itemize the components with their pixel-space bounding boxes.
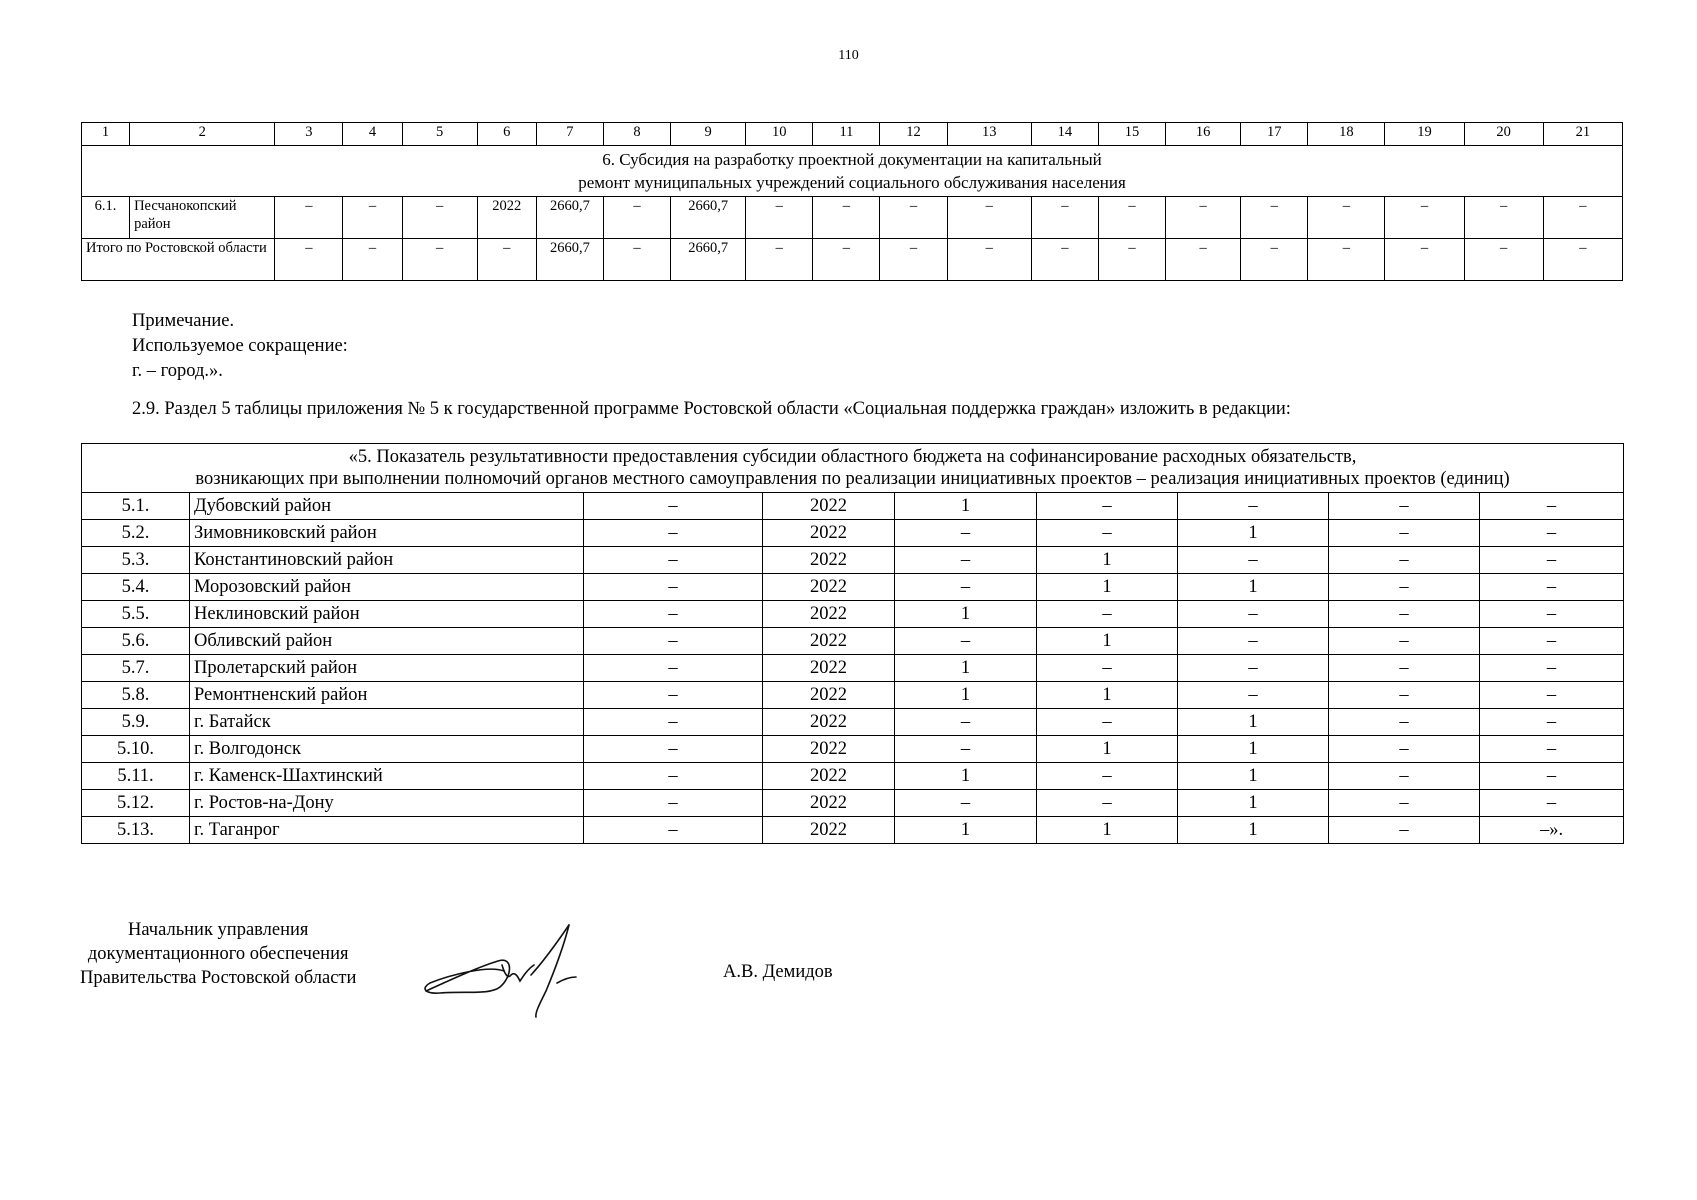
- table-section-row: [82, 444, 1624, 493]
- cell: 1: [895, 493, 1037, 520]
- position-line: Правительства Ростовской области: [80, 968, 357, 988]
- cell: –: [343, 197, 402, 239]
- cell: –: [1329, 493, 1480, 520]
- row-number: 6.1.: [82, 197, 130, 239]
- cell: 1: [1178, 709, 1329, 736]
- column-number: 14: [1031, 123, 1098, 146]
- row-number: 5.4.: [82, 574, 190, 601]
- cell: –: [1480, 790, 1624, 817]
- table-row: [82, 547, 1624, 574]
- cell: –: [1098, 197, 1165, 239]
- cell: –: [1178, 601, 1329, 628]
- cell: 1: [895, 601, 1037, 628]
- cell: –: [1178, 493, 1329, 520]
- cell: –: [1543, 197, 1622, 239]
- cell: 1: [1037, 817, 1178, 844]
- total-row: [82, 239, 1623, 281]
- column-number: 19: [1385, 123, 1464, 146]
- cell: –: [1329, 628, 1480, 655]
- table-row: [82, 790, 1624, 817]
- column-number: 1: [82, 123, 130, 146]
- section-title-line: возникающих при выполнении полномочий органов местного самоуправления по реализации инициативных проектов – реализация инициативных проектов (единиц): [195, 469, 1510, 489]
- cell: –: [1241, 197, 1308, 239]
- cell: –: [402, 197, 477, 239]
- signatory-position: [80, 918, 356, 990]
- instruction-paragraph: 2.9. Раздел 5 таблицы приложения № 5 к государственной программе Ростовской области «Социальная поддержка граждан» изложить в редакции:: [132, 399, 1291, 419]
- indicator-table: [81, 443, 1624, 844]
- cell: –: [584, 790, 763, 817]
- cell: –: [1178, 547, 1329, 574]
- table-row: [82, 682, 1624, 709]
- cell: –: [1037, 601, 1178, 628]
- table-row: [82, 763, 1624, 790]
- note-title: Примечание.: [132, 311, 235, 331]
- cell: –: [746, 197, 813, 239]
- column-number: 9: [671, 123, 746, 146]
- cell: –: [1480, 655, 1624, 682]
- cell: –: [584, 709, 763, 736]
- cell: –: [1385, 239, 1464, 281]
- cell: 2022: [763, 682, 895, 709]
- cell: –: [584, 574, 763, 601]
- cell: –: [1329, 547, 1480, 574]
- column-number: 17: [1241, 123, 1308, 146]
- page-number: 110: [838, 48, 859, 63]
- cell: 1: [1178, 736, 1329, 763]
- cell: –: [1480, 574, 1624, 601]
- cell: –: [1166, 239, 1241, 281]
- cell: –: [880, 197, 947, 239]
- table-row: [82, 736, 1624, 763]
- cell: –: [584, 628, 763, 655]
- cell: 1: [1037, 547, 1178, 574]
- cell: –: [584, 817, 763, 844]
- cell: 1: [1178, 520, 1329, 547]
- cell: –: [1178, 655, 1329, 682]
- section-title: [82, 444, 1624, 493]
- row-number: 5.7.: [82, 655, 190, 682]
- cell: –: [1464, 197, 1543, 239]
- municipality-name: г. Каменск-Шахтинский: [190, 763, 584, 790]
- cell: –: [477, 239, 536, 281]
- column-number: 15: [1098, 123, 1165, 146]
- column-number: 5: [402, 123, 477, 146]
- column-number: 7: [536, 123, 603, 146]
- cell: 2022: [477, 197, 536, 239]
- cell: 2022: [763, 547, 895, 574]
- cell: –: [1329, 736, 1480, 763]
- signature-icon: [418, 905, 618, 1020]
- cell: –: [1037, 493, 1178, 520]
- cell: 2022: [763, 655, 895, 682]
- cell: 1: [1037, 574, 1178, 601]
- note-text: г. – город.».: [132, 361, 223, 381]
- row-number: 5.12.: [82, 790, 190, 817]
- row-number: 5.5.: [82, 601, 190, 628]
- cell: –: [1464, 239, 1543, 281]
- cell: –: [1329, 520, 1480, 547]
- cell: –: [1037, 709, 1178, 736]
- row-number: 5.3.: [82, 547, 190, 574]
- cell: –: [584, 655, 763, 682]
- row-number: 5.11.: [82, 763, 190, 790]
- table-row: [82, 817, 1624, 844]
- cell: 2660,7: [671, 197, 746, 239]
- cell: –: [584, 520, 763, 547]
- row-number: 5.9.: [82, 709, 190, 736]
- cell: –: [1329, 790, 1480, 817]
- column-number: 2: [130, 123, 275, 146]
- note-text: Используемое сокращение:: [132, 336, 348, 356]
- row-number: 5.2.: [82, 520, 190, 547]
- cell: 1: [1178, 817, 1329, 844]
- cell: 2022: [763, 493, 895, 520]
- cell: –: [584, 682, 763, 709]
- column-number: 11: [813, 123, 880, 146]
- subsidy-table: [81, 122, 1623, 281]
- cell: 2022: [763, 790, 895, 817]
- municipality-name: Морозовский район: [190, 574, 584, 601]
- cell: –: [746, 239, 813, 281]
- column-number: 10: [746, 123, 813, 146]
- cell: –: [1329, 817, 1480, 844]
- cell: –: [1037, 520, 1178, 547]
- cell: –: [1480, 493, 1624, 520]
- cell: –: [895, 736, 1037, 763]
- cell: –: [1480, 736, 1624, 763]
- total-label: Итого по Ростовской области: [82, 239, 275, 281]
- cell: –: [813, 239, 880, 281]
- cell: 2022: [763, 763, 895, 790]
- column-number: 18: [1308, 123, 1385, 146]
- cell: –: [275, 239, 343, 281]
- row-number: 5.8.: [82, 682, 190, 709]
- row-number: 5.6.: [82, 628, 190, 655]
- cell: –: [584, 547, 763, 574]
- cell: –: [1480, 601, 1624, 628]
- municipality-name: г. Ростов-на-Дону: [190, 790, 584, 817]
- section-title: [82, 146, 1623, 197]
- cell: –: [584, 601, 763, 628]
- cell: –: [275, 197, 343, 239]
- cell: –: [343, 239, 402, 281]
- handwritten-signature: [418, 905, 618, 1025]
- cell: –: [1543, 239, 1622, 281]
- cell: –: [1329, 682, 1480, 709]
- cell: –: [895, 520, 1037, 547]
- table-row: [82, 709, 1624, 736]
- cell: –: [584, 493, 763, 520]
- cell: –: [584, 736, 763, 763]
- table-row: [82, 520, 1624, 547]
- cell: –: [1308, 197, 1385, 239]
- municipality-name: г. Волгодонск: [190, 736, 584, 763]
- municipality-name: г. Батайск: [190, 709, 584, 736]
- cell: 2022: [763, 709, 895, 736]
- municipality-name: Зимовниковский район: [190, 520, 584, 547]
- cell: –: [1178, 628, 1329, 655]
- cell: –».: [1480, 817, 1624, 844]
- cell: –: [895, 547, 1037, 574]
- notes: [132, 309, 348, 384]
- table-row: [82, 628, 1624, 655]
- cell: –: [1098, 239, 1165, 281]
- row-number: 5.1.: [82, 493, 190, 520]
- table-section-row: [82, 146, 1623, 197]
- cell: –: [1480, 763, 1624, 790]
- section-title-line: «5. Показатель результативности предоставления субсидии областного бюджета на софинансирование расходных обязательств,: [348, 447, 1357, 467]
- municipality-name: Дубовский район: [190, 493, 584, 520]
- cell: 2660,7: [536, 197, 603, 239]
- cell: –: [1308, 239, 1385, 281]
- cell: –: [947, 197, 1031, 239]
- table-row: [82, 493, 1624, 520]
- cell: –: [1329, 763, 1480, 790]
- cell: –: [880, 239, 947, 281]
- cell: 1: [1178, 790, 1329, 817]
- table-row: [82, 197, 1623, 239]
- cell: 1: [1037, 628, 1178, 655]
- cell: –: [1037, 763, 1178, 790]
- cell: 1: [895, 682, 1037, 709]
- cell: 2022: [763, 574, 895, 601]
- column-number: 12: [880, 123, 947, 146]
- cell: 2022: [763, 736, 895, 763]
- position-line: Начальник управления: [127, 920, 309, 940]
- cell: –: [1329, 574, 1480, 601]
- municipality-name: Константиновский район: [190, 547, 584, 574]
- municipality-name: Ремонтненский район: [190, 682, 584, 709]
- cell: –: [1480, 628, 1624, 655]
- cell: 1: [1178, 763, 1329, 790]
- cell: –: [603, 197, 670, 239]
- cell: 2022: [763, 628, 895, 655]
- row-name: Песчанокопский район: [130, 197, 275, 239]
- table-row: [82, 655, 1624, 682]
- cell: 2022: [763, 601, 895, 628]
- cell: –: [1480, 547, 1624, 574]
- cell: –: [895, 709, 1037, 736]
- cell: –: [1031, 239, 1098, 281]
- cell: –: [1241, 239, 1308, 281]
- column-number: 4: [343, 123, 402, 146]
- cell: 1: [895, 655, 1037, 682]
- row-number: 5.10.: [82, 736, 190, 763]
- row-number: 5.13.: [82, 817, 190, 844]
- cell: –: [1480, 682, 1624, 709]
- municipality-name: Неклиновский район: [190, 601, 584, 628]
- table-row: [82, 574, 1624, 601]
- column-number: 8: [603, 123, 670, 146]
- cell: –: [813, 197, 880, 239]
- cell: –: [1037, 790, 1178, 817]
- municipality-name: Пролетарский район: [190, 655, 584, 682]
- cell: –: [895, 628, 1037, 655]
- table-header-row: [82, 123, 1623, 146]
- section-title-line: ремонт муниципальных учреждений социального обслуживания населения: [578, 173, 1126, 192]
- column-number: 13: [947, 123, 1031, 146]
- cell: 2660,7: [536, 239, 603, 281]
- municipality-name: Обливский район: [190, 628, 584, 655]
- signatory-name: А.В. Демидов: [723, 962, 833, 982]
- column-number: 20: [1464, 123, 1543, 146]
- cell: 1: [1178, 574, 1329, 601]
- column-number: 3: [275, 123, 343, 146]
- cell: –: [1480, 520, 1624, 547]
- cell: –: [1329, 655, 1480, 682]
- column-number: 16: [1166, 123, 1241, 146]
- cell: –: [1166, 197, 1241, 239]
- cell: 2022: [763, 817, 895, 844]
- cell: –: [895, 790, 1037, 817]
- cell: 1: [1037, 682, 1178, 709]
- cell: 1: [895, 763, 1037, 790]
- cell: –: [402, 239, 477, 281]
- table-row: [82, 601, 1624, 628]
- cell: 2660,7: [671, 239, 746, 281]
- cell: 1: [1037, 736, 1178, 763]
- cell: –: [603, 239, 670, 281]
- cell: –: [895, 574, 1037, 601]
- column-number: 21: [1543, 123, 1622, 146]
- cell: –: [1178, 682, 1329, 709]
- cell: –: [1037, 655, 1178, 682]
- position-line: документационного обеспечения: [87, 944, 349, 964]
- cell: –: [1329, 601, 1480, 628]
- cell: –: [1329, 709, 1480, 736]
- municipality-name: г. Таганрог: [190, 817, 584, 844]
- cell: –: [1385, 197, 1464, 239]
- cell: –: [947, 239, 1031, 281]
- cell: –: [1480, 709, 1624, 736]
- section-title-line: 6. Субсидия на разработку проектной документации на капитальный: [602, 150, 1102, 169]
- cell: –: [584, 763, 763, 790]
- cell: 1: [895, 817, 1037, 844]
- column-number: 6: [477, 123, 536, 146]
- cell: –: [1031, 197, 1098, 239]
- cell: 2022: [763, 520, 895, 547]
